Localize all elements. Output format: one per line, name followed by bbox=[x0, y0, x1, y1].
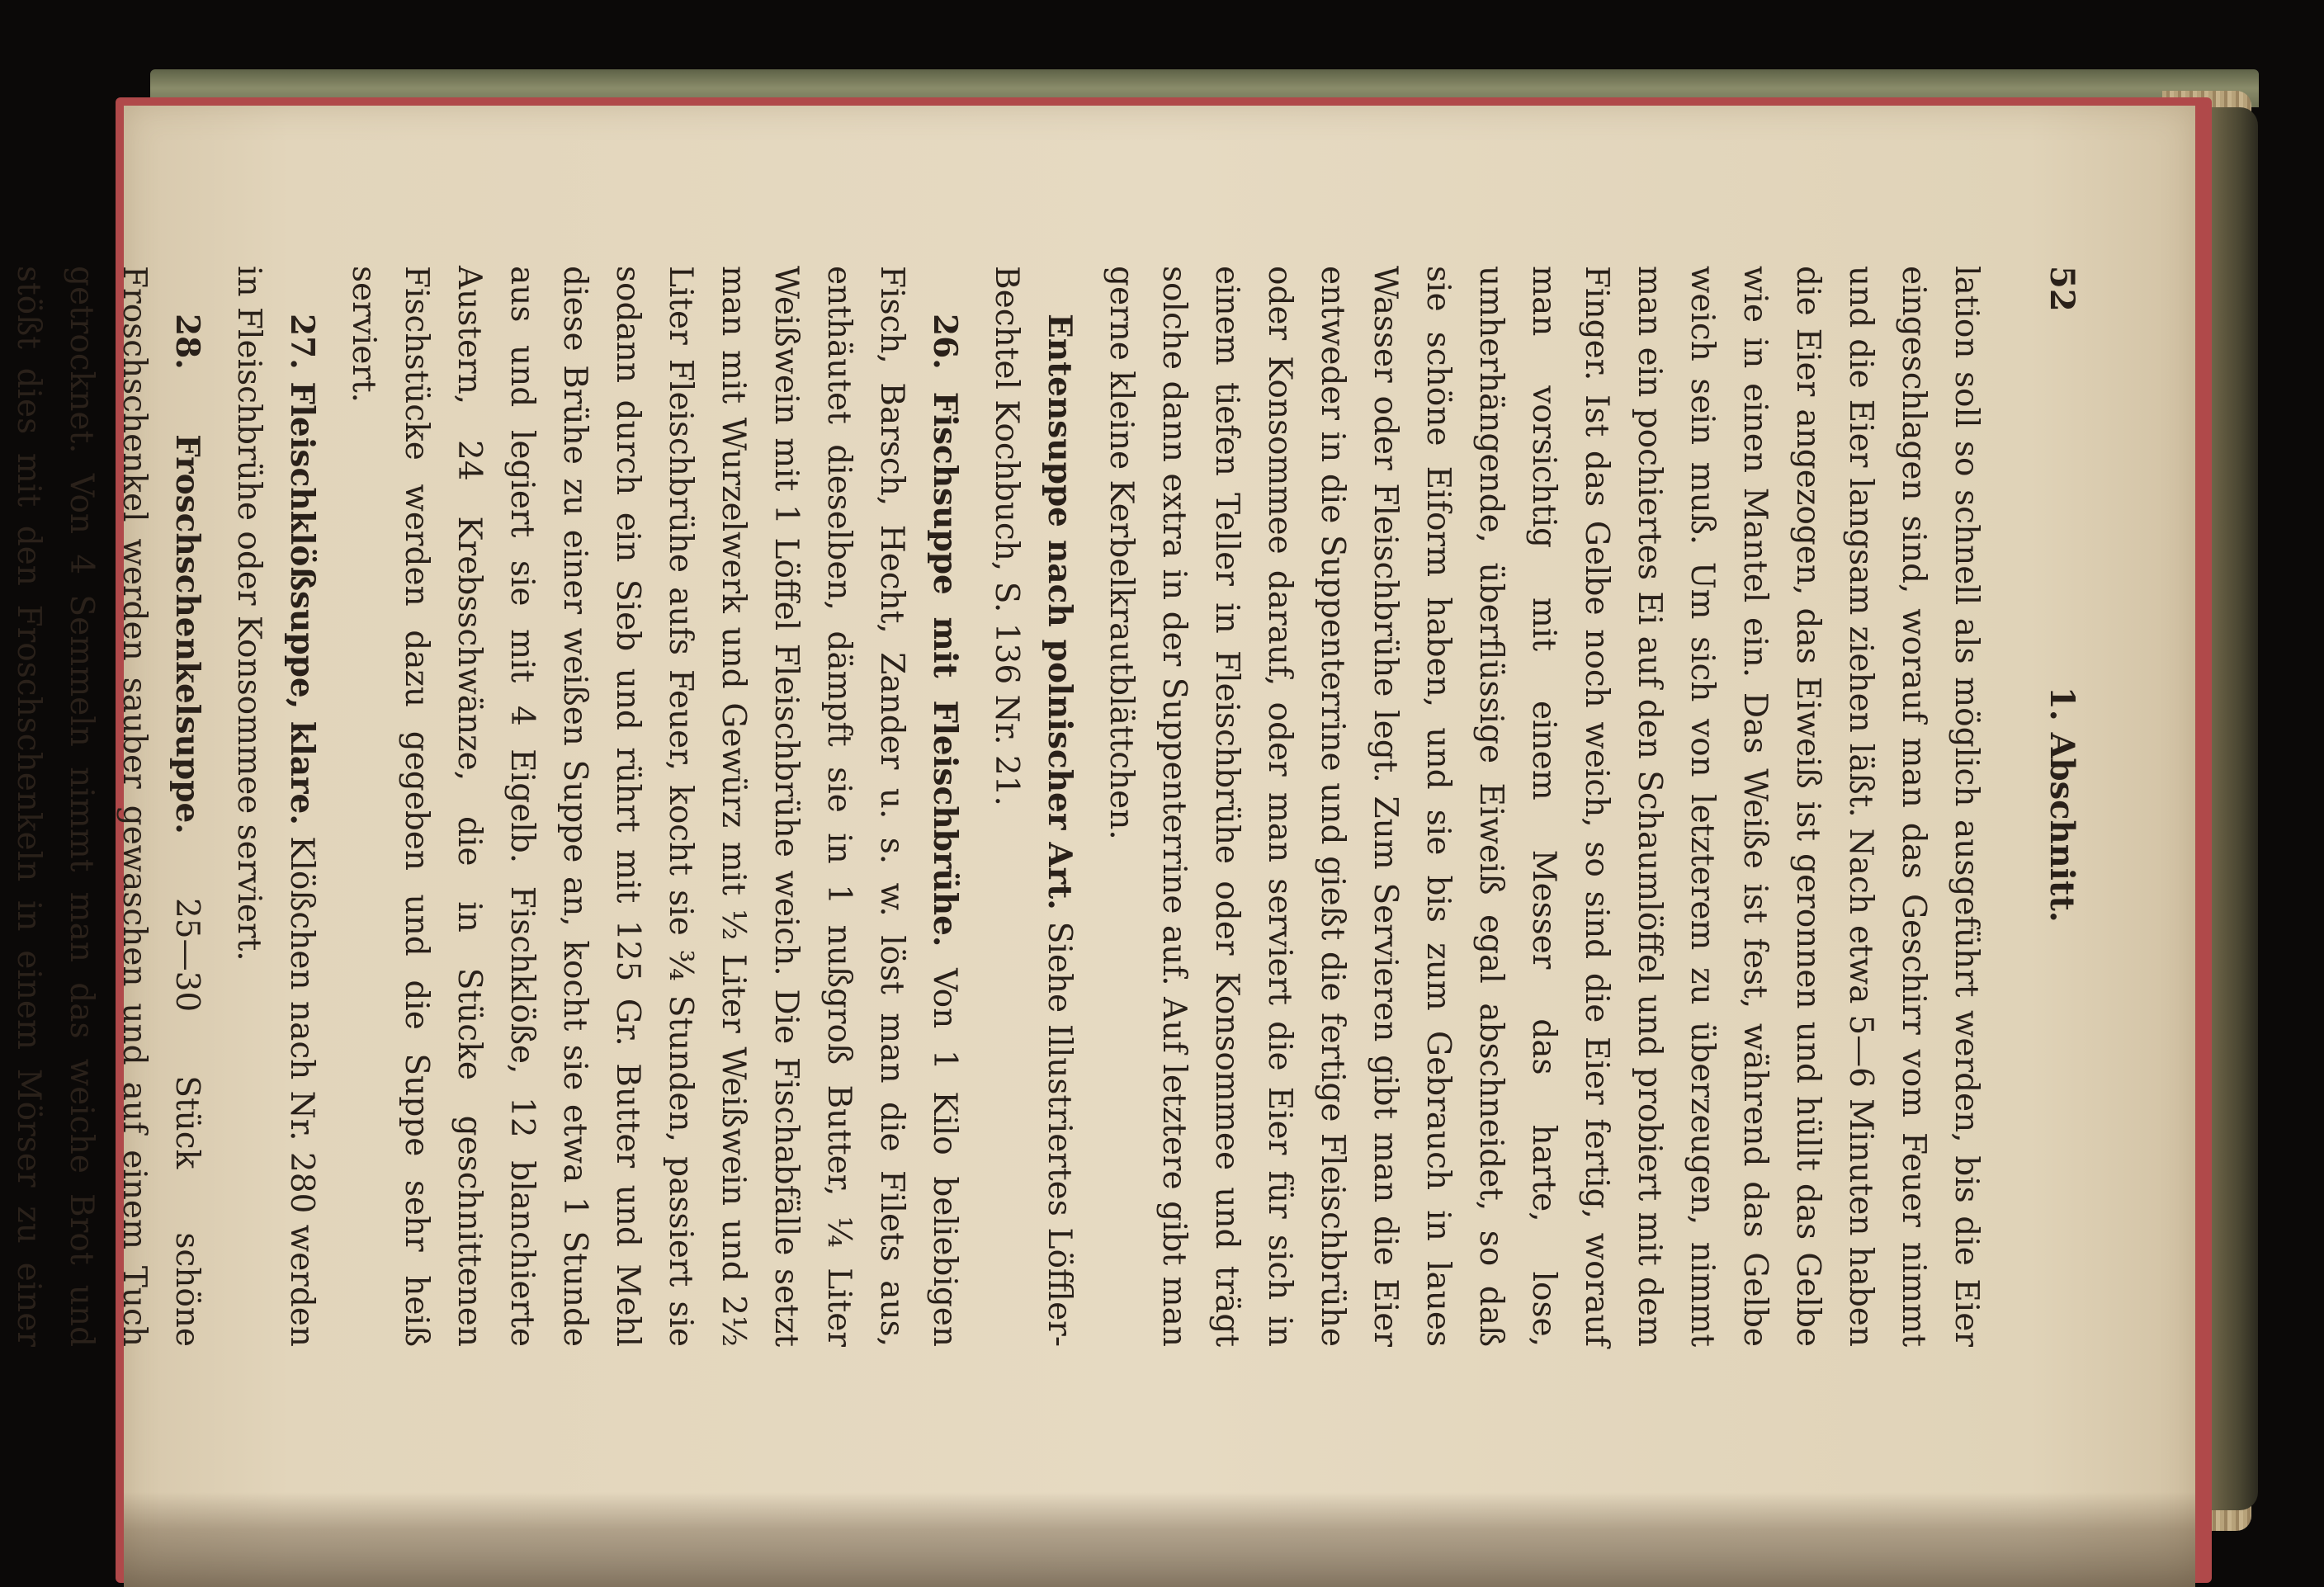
paragraph-continuation: lation soll so schnell als möglich ausgeführt werden, bis die Eier eingeschlagen sind, worauf man das Geschirr vom Feuer nimmt und die Eier langsam ziehen läßt. Nach etwa 5—6 Minuten haben die Eier angezogen, das Eiweiß ist geronnen und hüllt das Gelbe wie in einen Mantel ein. Das Weiße ist fest, während das Gelbe weich sein muß. Um sich von letzterem zu überzeugen, nimmt man ein pochiertes Ei auf den Schaumlöffel und probiert mit dem Finger. Ist das Gelbe noch weich, so sind die Eier fertig, worauf man vorsichtig mit einem Messer das harte, lose, umherhängende, überflüssige Eiweiß egal abschneidet, so daß sie schöne Eiform haben, und sie bis zum Gebrauch in laues Wasser oder Fleischbrühe legt. Zum Servieren gibt man die Eier entweder in die Suppenterrine und gießt die fertige Fleischbrühe oder Konsommee darauf, oder man serviert die Eier für sich in einem tiefen Teller in Fleischbrühe oder Konsommee und trägt solche dann extra in der Suppenterrine auf. Auf letztere gibt man gerne kleine Kerbelkrautblättchen. bbox=[1103, 266, 1985, 1347]
recipe-title: Entensuppe nach polnischer Art. bbox=[1041, 314, 1079, 910]
recipe-title: 26. Fischsuppe mit Fleischbrühe. bbox=[926, 314, 964, 947]
recipe-entensuppe bbox=[980, 266, 1086, 1347]
recipe-body: Siehe Illustriertes Löffler-Bechtel Kochbuch, S. 136 Nr. 21. bbox=[988, 266, 1078, 1347]
page-header bbox=[2035, 266, 2088, 1347]
recipe-body: Klößchen nach Nr. 280 werden in Fleischbrühe oder Konsommee serviert. bbox=[230, 266, 320, 1347]
recipe-fischsuppe bbox=[337, 266, 971, 1347]
page-number: 52 bbox=[2043, 266, 2081, 312]
book-spine bbox=[2212, 107, 2258, 1510]
recipe-fleischklosssuppe bbox=[222, 266, 328, 1347]
running-head: 1. Abschnitt. bbox=[2043, 686, 2081, 923]
recipe-body: Von 1 Kilo beliebigen Fisch, Barsch, Hecht, Zander u. s. w. löst man die Filets aus, enthäutet dieselben, dämpft sie in 1 nußgroß Butter, ¼ Liter Weißwein mit 1 Löffel Fleischbrühe weich. Die Fischabfälle setzt man mit Wurzelwerk und Gewürz mit ½ Liter Weißwein und 2½ Liter Fleischbrühe aufs Feuer, kocht sie ¾ Stunden, passiert sie sodann durch ein Sieb und rührt mit 125 Gr. Butter und Mehl diese Brühe zu einer weißen Suppe an, kocht sie etwa 1 Stunde aus und legiert sie mit 4 Eigelb. Fischklöße, 12 blanchierte Austern, 24 Krebsschwänze, die in Stücke geschnittenen Fischstücke werden dazu gegeben und die Suppe sehr heiß serviert. bbox=[345, 266, 963, 1347]
page-gutter-shadow bbox=[124, 1492, 2195, 1587]
recipe-title: 28. Froschschenkelsuppe. bbox=[168, 314, 206, 834]
page-text-block bbox=[10, 266, 2088, 1347]
recipe-title: 27. Fleischklößsuppe, klare. bbox=[283, 314, 321, 825]
recipe-body: 25—30 Stück schöne Froschschenkel werden sauber gewaschen und auf einem Tuch getrocknet. Von 4 Semmeln nimmt man das weiche Brot und stößt dies mit den Froschschenkeln in einem Mörser zu einer bbox=[10, 266, 205, 1347]
recipe-froschschenkelsuppe bbox=[0, 266, 214, 1347]
